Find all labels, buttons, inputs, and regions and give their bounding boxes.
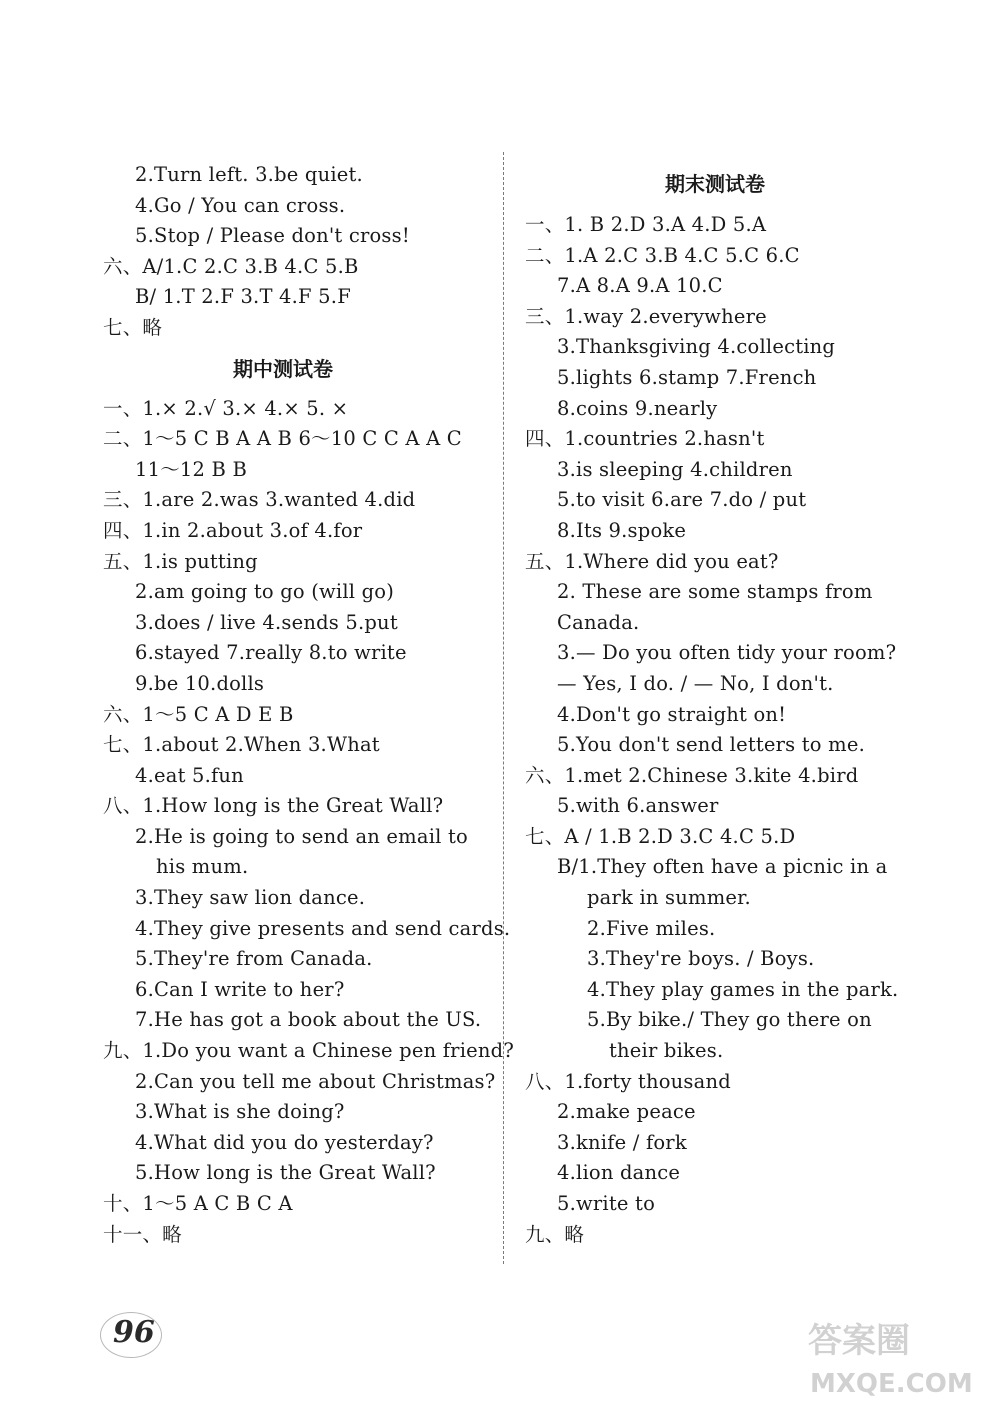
answer-line: 六、1.met 2.Chinese 3.kite 4.bird: [525, 763, 859, 787]
answer-line: 5.How long is the Great Wall?: [135, 1161, 436, 1185]
answer-line: 5.You don't send letters to me.: [557, 733, 865, 757]
answer-line: — Yes, I do. / — No, I don't.: [557, 671, 834, 695]
answer-line: 6.stayed 7.really 8.to write: [135, 641, 407, 665]
answer-line: 2.am going to go (will go): [135, 580, 395, 604]
answer-line: 9.be 10.dolls: [135, 671, 265, 695]
answer-line: park in summer.: [587, 886, 751, 910]
answer-line: 九、略: [525, 1222, 585, 1246]
answer-line: 八、1.forty thousand: [525, 1069, 731, 1093]
answer-line: 4.eat 5.fun: [135, 763, 244, 787]
answer-line: 三、1.are 2.was 3.wanted 4.did: [103, 488, 416, 512]
answer-line: 2.Turn left. 3.be quiet.: [135, 163, 363, 186]
answer-line: 11～12 B B: [135, 457, 247, 481]
answer-line: 5.to visit 6.are 7.do / put: [557, 488, 807, 512]
answer-line: 3.What is she doing?: [135, 1100, 345, 1124]
answer-line: 2.Five miles.: [587, 916, 716, 940]
answer-line: 4.Don't go straight on!: [557, 702, 787, 726]
answer-line: 4.They give presents and send cards.: [135, 916, 511, 940]
answer-line: 7.He has got a book about the US.: [135, 1008, 482, 1032]
answer-line: B/ 1.T 2.F 3.T 4.F 5.F: [135, 285, 351, 309]
answer-line: 7.A 8.A 9.A 10.C: [557, 274, 723, 298]
answer-line: 八、1.How long is the Great Wall?: [103, 794, 444, 818]
right-column: [525, 160, 905, 1250]
page-number: 96: [113, 1315, 155, 1350]
answer-line: 3.does / live 4.sends 5.put: [135, 610, 398, 634]
answer-line: 5.They're from Canada.: [135, 947, 373, 971]
answer-line: Canada.: [557, 610, 640, 634]
watermark-url: MXQE.COM: [810, 1369, 973, 1399]
answer-line: 3.knife / fork: [557, 1130, 687, 1154]
answer-line: B/1.They often have a picnic in a: [557, 855, 888, 879]
answer-line: 4.lion dance: [557, 1161, 681, 1185]
answer-line: 四、1.in 2.about 3.of 4.for: [103, 518, 363, 542]
answer-line: 七、略: [103, 315, 163, 339]
answer-line: 一、1.× 2.√ 3.× 4.× 5. ×: [103, 396, 349, 420]
answer-line: 六、1～5 C A D E B: [103, 702, 294, 726]
answer-line: 十一、略: [103, 1222, 182, 1246]
answer-line: 三、1.way 2.everywhere: [525, 304, 767, 328]
answer-line: 8.Its 9.spoke: [557, 518, 687, 542]
answer-line: 七、A / 1.B 2.D 3.C 4.C 5.D: [525, 824, 796, 848]
answer-line: 4.Go / You can cross.: [135, 193, 346, 217]
answer-line: 七、1.about 2.When 3.What: [103, 733, 380, 757]
answer-line: 2.make peace: [557, 1100, 696, 1124]
answer-line: 3.Thanksgiving 4.collecting: [557, 335, 836, 359]
answer-line: 二、1.A 2.C 3.B 4.C 5.C 6.C: [525, 243, 800, 267]
answer-line: 一、1. B 2.D 3.A 4.D 5.A: [525, 213, 767, 236]
answer-line: 5.write to: [557, 1192, 656, 1215]
answer-line: 九、1.Do you want a Chinese pen friend?: [103, 1039, 514, 1063]
column-divider: [503, 152, 504, 1264]
answer-line: 5.By bike./ They go there on: [587, 1008, 872, 1032]
answer-line: 3.They saw lion dance.: [135, 886, 366, 910]
answer-line: 4.What did you do yesterday?: [135, 1130, 434, 1154]
left-column: [103, 160, 514, 1250]
midterm-test-heading: 期中测试卷: [233, 356, 333, 381]
answer-line: 二、1～5 C B A A B 6～10 C C A A C: [103, 427, 462, 451]
watermark-text: 答案圈: [808, 1321, 910, 1361]
answer-line: 6.Can I write to her?: [135, 977, 345, 1001]
answer-line: 4.They play games in the park.: [587, 977, 899, 1001]
final-test-heading: 期末测试卷: [665, 172, 765, 196]
answer-line: 六、A/1.C 2.C 3.B 4.C 5.B: [103, 254, 359, 278]
answer-line: 十、1～5 A C B C A: [103, 1192, 293, 1215]
answer-line: 3.— Do you often tidy your room?: [557, 641, 897, 665]
answer-line: 3.They're boys. / Boys.: [587, 947, 815, 971]
watermark-logo: [800, 1312, 980, 1402]
answer-line: 5.Stop / Please don't cross!: [135, 224, 410, 248]
answer-line: 8.coins 9.nearly: [557, 396, 718, 420]
answer-line: 3.is sleeping 4.children: [557, 457, 793, 481]
answer-line: 5.lights 6.stamp 7.French: [557, 365, 817, 389]
answer-line: 2.Can you tell me about Christmas?: [135, 1069, 496, 1093]
answer-line: 五、1.Where did you eat?: [525, 549, 779, 573]
answer-line: 五、1.is putting: [103, 549, 258, 573]
answer-line: their bikes.: [609, 1039, 724, 1063]
answer-line: 2. These are some stamps from: [557, 580, 873, 604]
answer-line: 5.with 6.answer: [557, 794, 719, 818]
answer-line: 2.He is going to send an email to: [135, 824, 468, 848]
answer-line: 四、1.countries 2.hasn't: [525, 427, 765, 451]
answer-line: his mum.: [156, 855, 249, 879]
